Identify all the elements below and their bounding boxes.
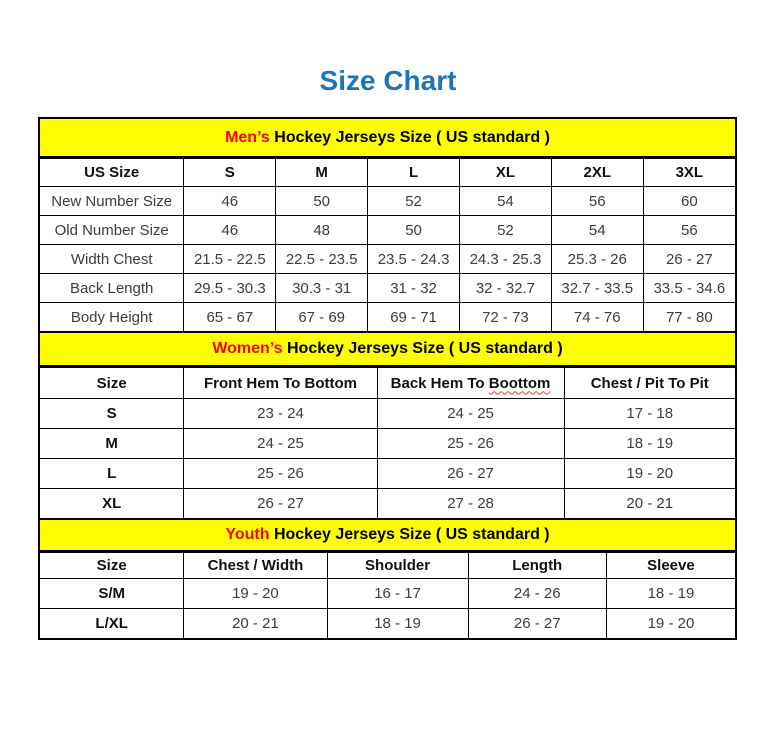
youth-column-header: Chest / Width <box>184 553 327 579</box>
womens-section <box>40 331 735 518</box>
youth-column-header: Length <box>468 553 606 579</box>
row-label: S/M <box>40 579 184 609</box>
size-value-cell: 26 - 27 <box>468 609 606 639</box>
womens-table-row <box>40 399 735 429</box>
youth-banner-highlight: Youth <box>225 526 270 543</box>
mens-column-header: XL <box>459 159 551 187</box>
size-value-cell: 26 - 27 <box>184 489 377 519</box>
mens-section <box>40 119 735 331</box>
youth-banner <box>40 518 735 552</box>
row-label: New Number Size <box>40 187 184 216</box>
mens-header-row <box>40 159 735 187</box>
size-value-cell: 23.5 - 24.3 <box>368 245 460 274</box>
youth-table <box>40 552 735 638</box>
size-value-cell: 25 - 26 <box>184 459 377 489</box>
womens-column-header: Front Hem To Bottom <box>184 368 377 399</box>
size-value-cell: 54 <box>551 216 643 245</box>
size-value-cell: 30.3 - 31 <box>276 274 368 303</box>
mens-table <box>40 158 735 331</box>
size-value-cell: 25 - 26 <box>377 429 564 459</box>
row-label: Body Height <box>40 303 184 332</box>
size-value-cell: 50 <box>368 216 460 245</box>
youth-table-row <box>40 609 735 639</box>
page-title: Size Chart <box>319 65 457 96</box>
youth-column-header: Size <box>40 553 184 579</box>
mens-banner-text: Hockey Jerseys Size ( US standard ) <box>269 128 550 146</box>
youth-table-row <box>40 579 735 609</box>
size-value-cell: 32.7 - 33.5 <box>551 274 643 303</box>
size-value-cell: 24 - 25 <box>377 399 564 429</box>
mens-column-header: S <box>184 159 276 187</box>
size-value-cell: 23 - 24 <box>184 399 377 429</box>
size-value-cell: 24 - 25 <box>184 429 377 459</box>
row-label: Back Length <box>40 274 184 303</box>
size-chart-table <box>38 117 737 640</box>
youth-section <box>40 518 735 638</box>
youth-header-row <box>40 553 735 579</box>
row-label: L <box>40 459 184 489</box>
size-value-cell: 65 - 67 <box>184 303 276 332</box>
womens-column-header: Chest / Pit To Pit <box>564 368 735 399</box>
size-value-cell: 26 - 27 <box>377 459 564 489</box>
mens-table-row <box>40 187 735 216</box>
row-label: S <box>40 399 184 429</box>
size-value-cell: 52 <box>459 216 551 245</box>
mens-table-row <box>40 245 735 274</box>
size-value-cell: 16 - 17 <box>327 579 468 609</box>
mens-table-row <box>40 274 735 303</box>
size-value-cell: 32 - 32.7 <box>459 274 551 303</box>
row-label: L/XL <box>40 609 184 639</box>
size-value-cell: 72 - 73 <box>459 303 551 332</box>
size-value-cell: 18 - 19 <box>606 579 735 609</box>
size-value-cell: 77 - 80 <box>643 303 735 332</box>
womens-banner <box>40 331 735 367</box>
row-label: M <box>40 429 184 459</box>
size-chart-page <box>0 64 776 640</box>
size-value-cell: 24 - 26 <box>468 579 606 609</box>
womens-banner-highlight: Women’s <box>212 340 283 357</box>
size-value-cell: 22.5 - 23.5 <box>276 245 368 274</box>
womens-header-row <box>40 368 735 399</box>
size-value-cell: 46 <box>184 187 276 216</box>
youth-column-header: Sleeve <box>606 553 735 579</box>
size-value-cell: 46 <box>184 216 276 245</box>
mens-column-header: US Size <box>40 159 184 187</box>
mens-column-header: 2XL <box>551 159 643 187</box>
size-value-cell: 48 <box>276 216 368 245</box>
mens-column-header: 3XL <box>643 159 735 187</box>
size-value-cell: 17 - 18 <box>564 399 735 429</box>
womens-table-row <box>40 429 735 459</box>
youth-banner-text: Hockey Jerseys Size ( US standard ) <box>269 526 550 543</box>
misspelled-word: Boottom <box>488 374 551 392</box>
size-value-cell: 69 - 71 <box>368 303 460 332</box>
size-value-cell: 29.5 - 30.3 <box>184 274 276 303</box>
size-value-cell: 18 - 19 <box>564 429 735 459</box>
size-value-cell: 24.3 - 25.3 <box>459 245 551 274</box>
size-value-cell: 19 - 20 <box>606 609 735 639</box>
size-value-cell: 27 - 28 <box>377 489 564 519</box>
size-value-cell: 74 - 76 <box>551 303 643 332</box>
youth-column-header: Shoulder <box>327 553 468 579</box>
womens-table <box>40 367 735 518</box>
size-value-cell: 56 <box>551 187 643 216</box>
size-value-cell: 19 - 20 <box>564 459 735 489</box>
womens-banner-text: Hockey Jerseys Size ( US standard ) <box>282 340 563 357</box>
womens-column-header: Size <box>40 368 184 399</box>
mens-banner <box>40 119 735 158</box>
size-value-cell: 20 - 21 <box>184 609 327 639</box>
womens-column-header <box>377 368 564 399</box>
row-label: Old Number Size <box>40 216 184 245</box>
size-value-cell: 67 - 69 <box>276 303 368 332</box>
mens-table-row <box>40 303 735 332</box>
size-value-cell: 60 <box>643 187 735 216</box>
mens-column-header: M <box>276 159 368 187</box>
size-value-cell: 18 - 19 <box>327 609 468 639</box>
womens-table-row <box>40 489 735 519</box>
size-value-cell: 33.5 - 34.6 <box>643 274 735 303</box>
size-value-cell: 26 - 27 <box>643 245 735 274</box>
mens-column-header: L <box>368 159 460 187</box>
size-value-cell: 56 <box>643 216 735 245</box>
mens-banner-highlight: Men’s <box>225 128 270 146</box>
size-value-cell: 20 - 21 <box>564 489 735 519</box>
row-label: XL <box>40 489 184 519</box>
size-value-cell: 21.5 - 22.5 <box>184 245 276 274</box>
womens-table-row <box>40 459 735 489</box>
size-value-cell: 54 <box>459 187 551 216</box>
size-value-cell: 31 - 32 <box>368 274 460 303</box>
size-value-cell: 52 <box>368 187 460 216</box>
row-label: Width Chest <box>40 245 184 274</box>
size-value-cell: 25.3 - 26 <box>551 245 643 274</box>
mens-table-row <box>40 216 735 245</box>
size-value-cell: 19 - 20 <box>184 579 327 609</box>
size-value-cell: 50 <box>276 187 368 216</box>
header-text: Back Hem To <box>390 374 489 392</box>
